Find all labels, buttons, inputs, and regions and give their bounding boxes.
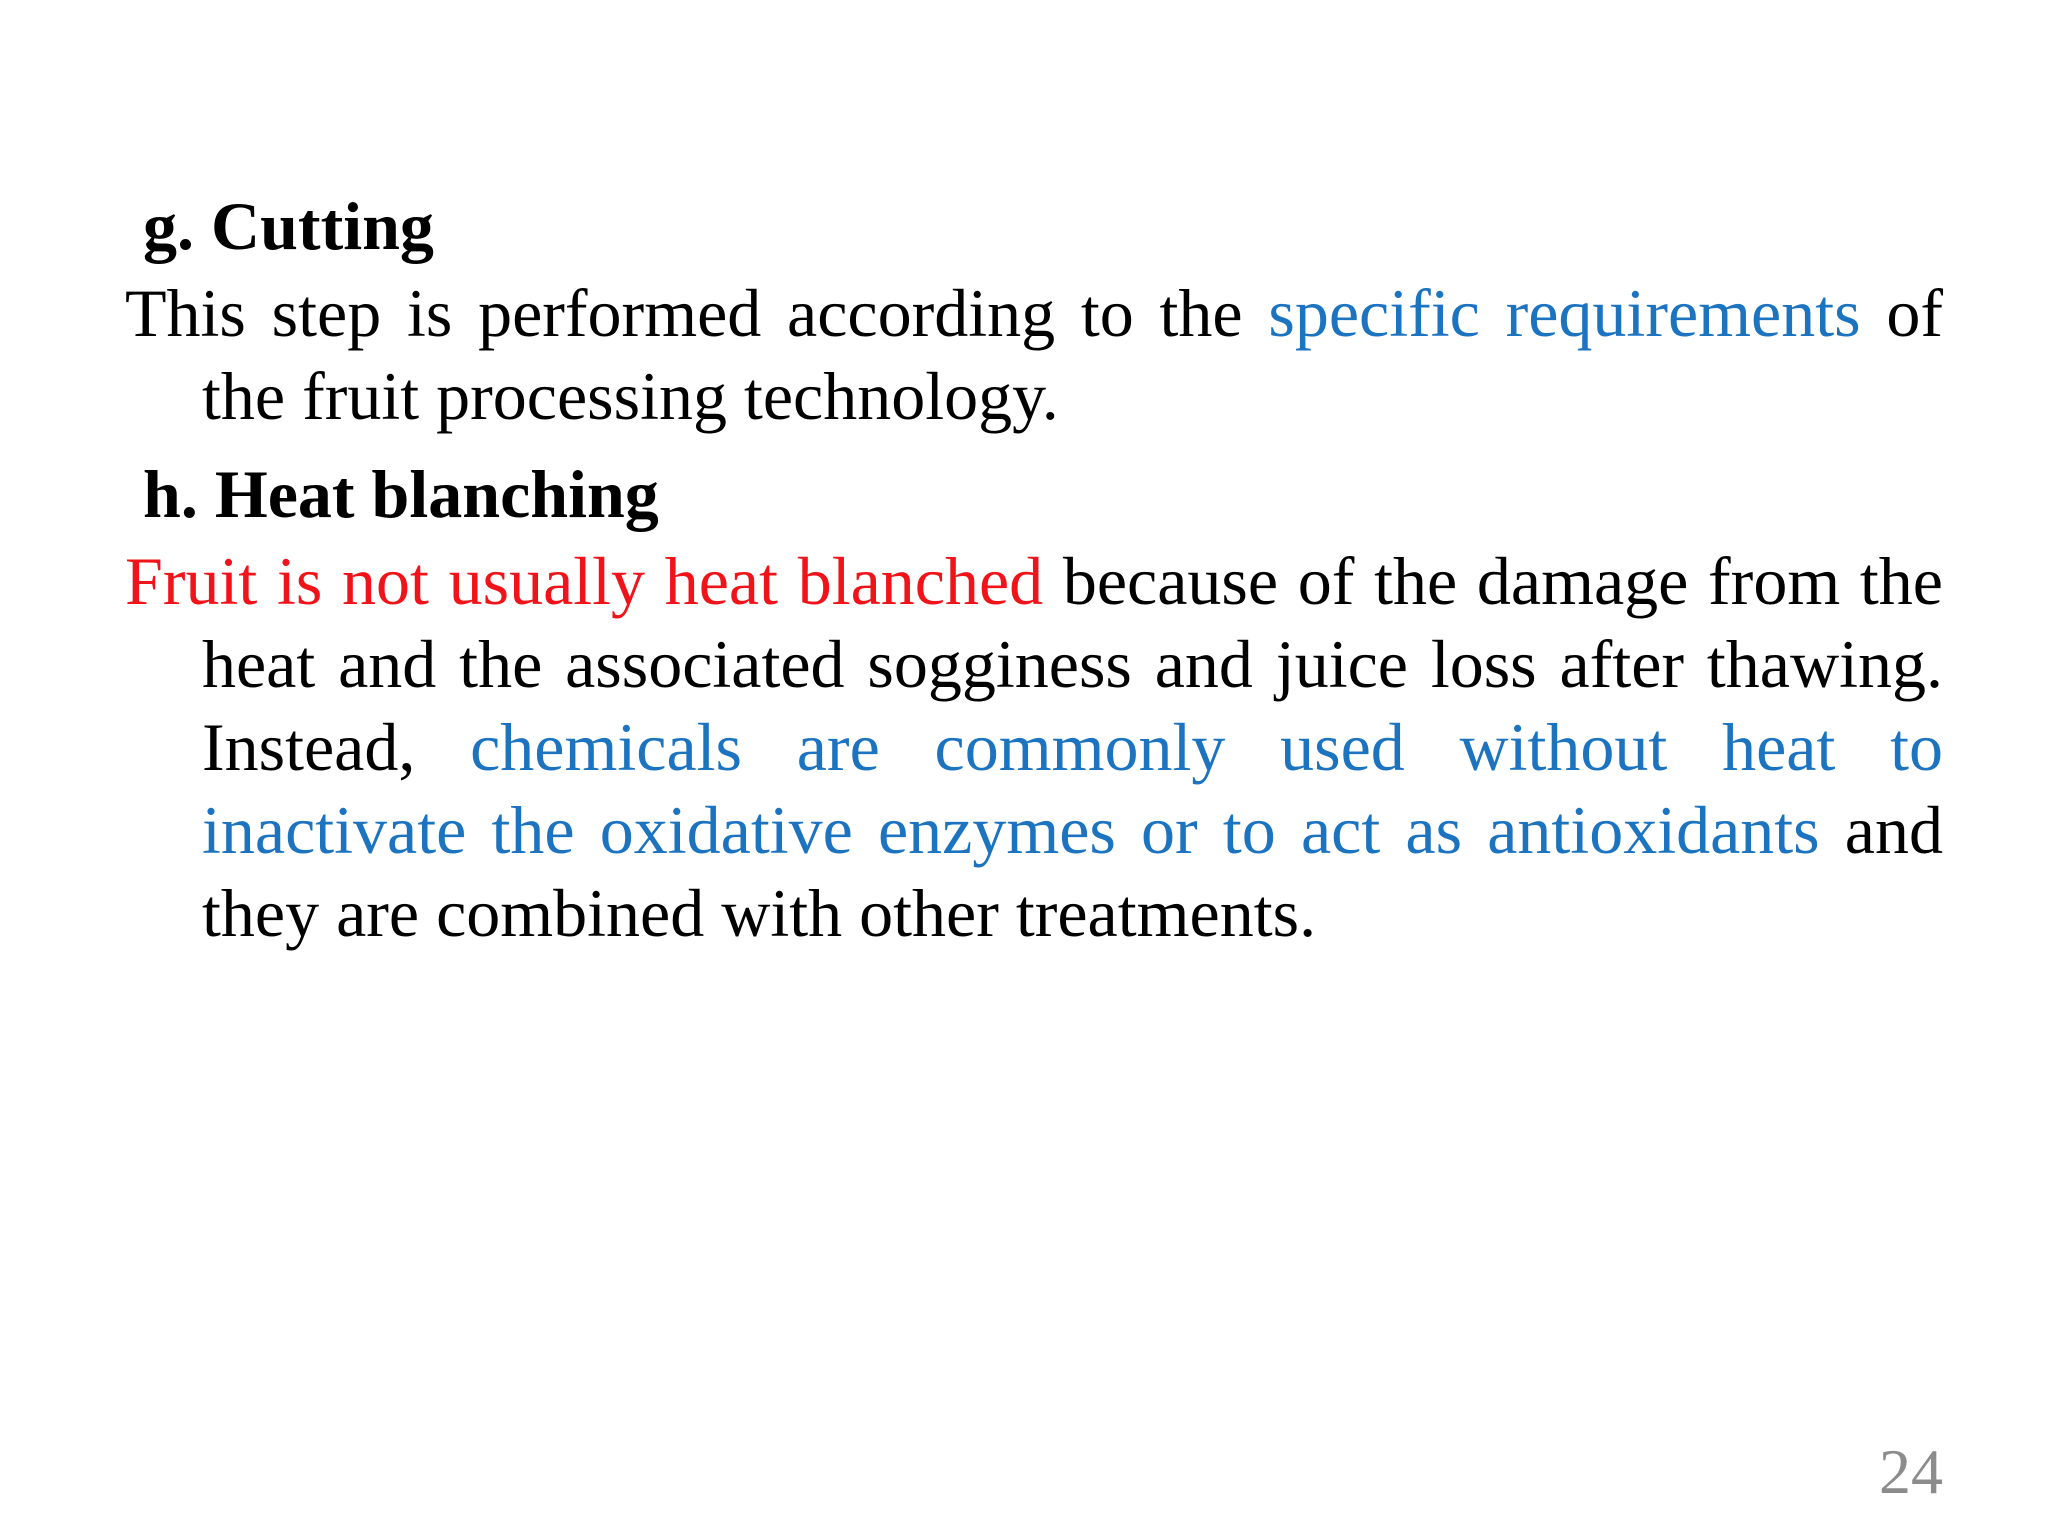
cutting-highlight: specific requirements	[1268, 275, 1861, 351]
cutting-text-1: This step is performed according to the	[125, 275, 1269, 351]
cutting-text-2: of the fruit processing technology.	[202, 275, 1943, 434]
blanching-highlight: chemicals are commonly used without heat to inactivate the oxidative enzymes or to act as antioxidants	[202, 709, 1943, 868]
blanching-text-2: and they are combined with other treatments.	[202, 792, 1943, 951]
blanching-red-text: Fruit is not usually heat blanched	[125, 543, 1044, 619]
paragraph-heat-blanching	[125, 540, 1943, 955]
blanching-text-1: because of the damage from the heat and the associated sogginess and juice loss after thawing. Instead,	[202, 543, 1943, 785]
paragraph-cutting	[125, 272, 1943, 438]
heading-cutting: g. Cutting	[143, 188, 434, 264]
heading-heat-blanching: h. Heat blanching	[143, 456, 659, 532]
page-number: 24	[1879, 1436, 1943, 1507]
slide-content	[125, 180, 1943, 965]
